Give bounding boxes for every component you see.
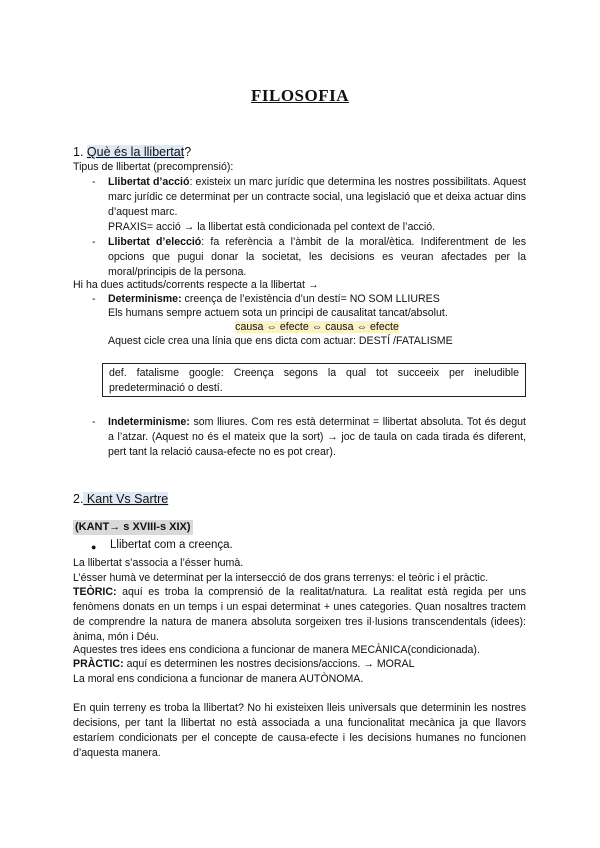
indeterminisme-text: som lliures. Com res està determinat = llibertat absoluta. Tot és degut a l’atzar. (Aquest no és el mateix que la sort) → joc de taula on cada tirada és diferent, pert tant la relació causa-efecte no es pot crear).: [108, 416, 526, 458]
section-1-number: 1.: [73, 145, 87, 159]
indeterminisme-label: Indeterminisme:: [108, 416, 190, 428]
dash-marker: -: [92, 236, 96, 248]
praxis-line: PRAXIS= acció → la llibertat està condicionada pel context de l’acció.: [108, 221, 436, 233]
teoric-text: aquí es troba la comprensió de la realitat/natura. La realitat està regida per uns fenòmens donats en un temps i un espai determinat + unes categories. Quan nosaltres tractem de comprendre la natura de manera absoluta sorgeixen tres il·lusions transcendentals (idees): ànima, món i Déu.: [73, 586, 526, 643]
practic-paragraph: [73, 657, 526, 672]
kant-line-2: L’ésser humà ve determinat per la intersecció de dos grans terrenys: el teòric i el pràctic.: [73, 572, 489, 584]
page-title: FILOSOFIA: [250, 86, 350, 105]
causa-efecte-highlight: causa ⇔ efecte ⇔ causa ⇔ efecte: [235, 321, 399, 333]
dash-marker: -: [92, 416, 96, 428]
llibertat-eleccio-item: [108, 235, 526, 280]
determinisme-line-2: Els humans sempre actuem sota un principi de causalitat tancat/absolut.: [108, 307, 448, 319]
accio-label: Llibertat d’acció: [108, 176, 190, 188]
kant-line-3: Aquestes tres idees ens condiciona a funcionar de manera MECÀNICA(condicionada).: [73, 644, 480, 656]
determinisme-line-4: Aquest cicle crea una línia que ens dicta com actuar: DESTÍ /FATALISME: [108, 335, 453, 347]
eleccio-label: Llibertat d’elecció: [108, 236, 202, 248]
teoric-label: TEÒRIC:: [73, 586, 117, 598]
kant-line-1: La llibertat s’associa a l’ésser humà.: [73, 557, 244, 569]
actituds-line: Hi ha dues actituds/corrents respecte a la llibertat →: [73, 279, 319, 291]
bullet-creenca: Llibertat com a creença.: [110, 539, 233, 551]
eleccio-text: : fa referència a l’àmbit de la moral/ètica. Indiferentment de les opcions que pugui donar la societat, les decisions es veuran afectades per la moral/principis de la persona.: [108, 236, 526, 278]
fatalisme-definition-text: def. fatalisme google: Creença segons la qual tot succeeix per ineludible predeterminació o destí.: [109, 367, 519, 394]
determinisme-label: Determinisme:: [108, 293, 182, 305]
practic-label: PRÀCTIC:: [73, 658, 124, 670]
section-2-number: 2.: [73, 492, 84, 506]
llibertat-accio-item: [108, 175, 526, 220]
practic-text: aquí es determinen les nostres decisions/accions. → MORAL: [123, 658, 415, 670]
teoric-paragraph: [73, 585, 526, 645]
determinisme-item: [108, 292, 526, 307]
kant-line-4: La moral ens condiciona a funcionar de manera AUTÒNOMA.: [73, 673, 364, 685]
causa-efecte-line: [108, 320, 526, 335]
section-1-qmark: ?: [184, 145, 192, 159]
bullet-dot-icon: ●: [91, 542, 97, 552]
dash-marker: -: [92, 176, 96, 188]
accio-text: : existeix un marc jurídic que determina les nostres possibilitats. Aquest marc jurídic ce determinat per un contracte social, una legislació que et deixa actuar dins d’aquest marc.: [108, 176, 526, 218]
section-1-heading: [73, 144, 191, 160]
kant-heading: (KANT→ s XVIII-s XIX): [75, 521, 191, 533]
indeterminisme-item: [108, 415, 526, 460]
section-2-heading: [73, 491, 168, 507]
dash-marker: -: [92, 293, 96, 305]
section-2-title: Kant Vs Sartre: [83, 492, 169, 506]
fatalisme-definition-box: [102, 363, 526, 397]
final-paragraph: En quin terreny es troba la llibertat? No hi existeixen lleis universals que determinin les nostres decisions, per tant la llibertat no està associada a una funcionalitat mecànica ja que llavors estaríem condicionats per el concepte de causa-efecte i les decisions humanes no funcionen d’aquesta manera.: [73, 702, 526, 759]
section-1-title: Què és la llibertat: [86, 145, 185, 159]
intro-text: Tipus de llibertat (precomprensió):: [73, 161, 234, 173]
determinisme-text: creença de l’existència d’un destí= NO SOM LLIURES: [181, 293, 440, 305]
